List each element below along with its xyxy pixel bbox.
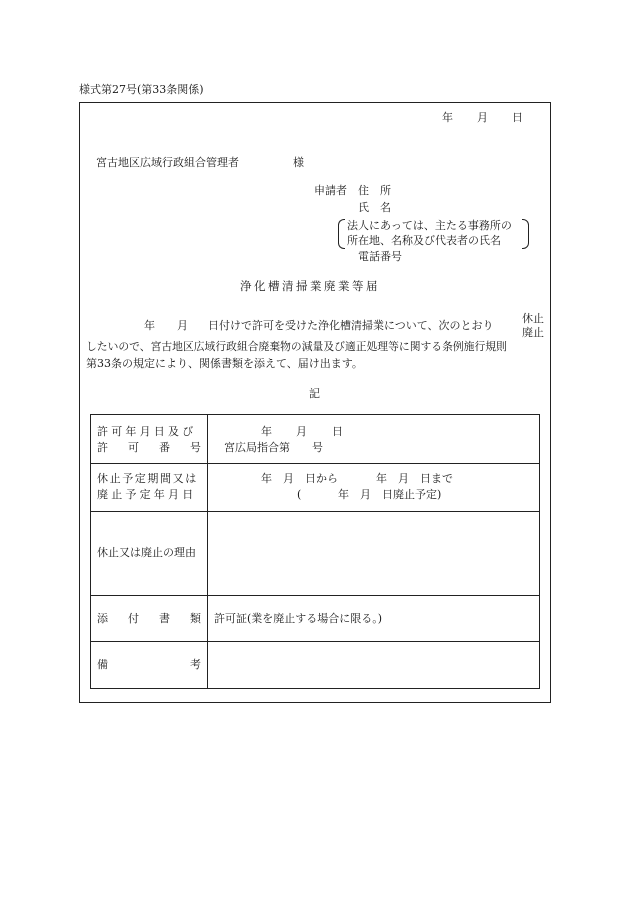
- row1-value-day: 日: [332, 425, 343, 438]
- row-divider: [91, 463, 539, 464]
- form-title: 浄化槽清掃業廃業等届: [240, 279, 380, 293]
- row1-value-year: 年: [261, 425, 272, 438]
- corp-note-line2: 所在地、名称及び代表者の氏名: [347, 234, 501, 247]
- table-column-divider: [207, 415, 208, 688]
- body-line3: 第33条の規定により、関係書類を添えて、届け出ます。: [86, 357, 363, 370]
- note-bracket-left: [338, 219, 345, 249]
- date-day: 日: [512, 111, 523, 124]
- row-divider: [91, 595, 539, 596]
- body-line2: したいので、宮古地区広域行政組合廃棄物の減量及び適正処理等に関する条例施行規則: [86, 340, 507, 353]
- option-suspend: 休止: [522, 312, 544, 325]
- name-label: 氏 名: [358, 201, 391, 214]
- body-line1: 日付けで許可を受けた浄化槽清掃業について、次のとおり: [208, 319, 494, 332]
- row2-value-to: 年 月 日まで: [376, 472, 453, 485]
- addressee-honorific: 様: [293, 156, 304, 169]
- row2-value-abolish-date: 年 月 日廃止予定): [338, 488, 442, 501]
- date-year: 年: [442, 111, 453, 124]
- row-divider: [91, 641, 539, 642]
- row1-value-month: 月: [296, 425, 307, 438]
- row5-label: 備 考: [97, 658, 201, 671]
- row4-value: 許可証(業を廃止する場合に限る。): [214, 612, 383, 625]
- row1-value-number: 宮広局指合第 号: [224, 441, 323, 454]
- corp-note-line1: 法人にあっては、主たる事務所の: [347, 219, 512, 232]
- details-table: [90, 414, 540, 689]
- body-month: 月: [177, 319, 188, 332]
- form-number: 様式第27号(第33条関係): [79, 83, 204, 96]
- row2-label-line1: 休止予定期間又は: [97, 472, 198, 485]
- row3-label: 休止又は廃止の理由: [97, 546, 196, 559]
- row1-label-line2: 許 可 番 号: [97, 441, 201, 454]
- row4-label: 添 付 書 類: [97, 612, 201, 625]
- option-abolish: 廃止: [522, 326, 544, 339]
- row2-label-line2: 廃止予定年月日: [97, 488, 197, 501]
- applicant-label: 申請者: [314, 184, 347, 197]
- address-label: 住 所: [358, 184, 391, 197]
- date-month: 月: [477, 111, 488, 124]
- addressee-name: 宮古地区広域行政組合管理者: [96, 156, 239, 169]
- row2-value-from: 年 月 日から: [261, 472, 338, 485]
- note-bracket-right: [522, 219, 529, 249]
- ki-mark: 記: [309, 387, 320, 400]
- row-divider: [91, 511, 539, 512]
- row1-label-line1: 許可年月日及び: [97, 425, 197, 438]
- phone-label: 電話番号: [358, 250, 402, 263]
- row2-value-paren: (: [297, 488, 302, 501]
- body-year: 年: [144, 319, 155, 332]
